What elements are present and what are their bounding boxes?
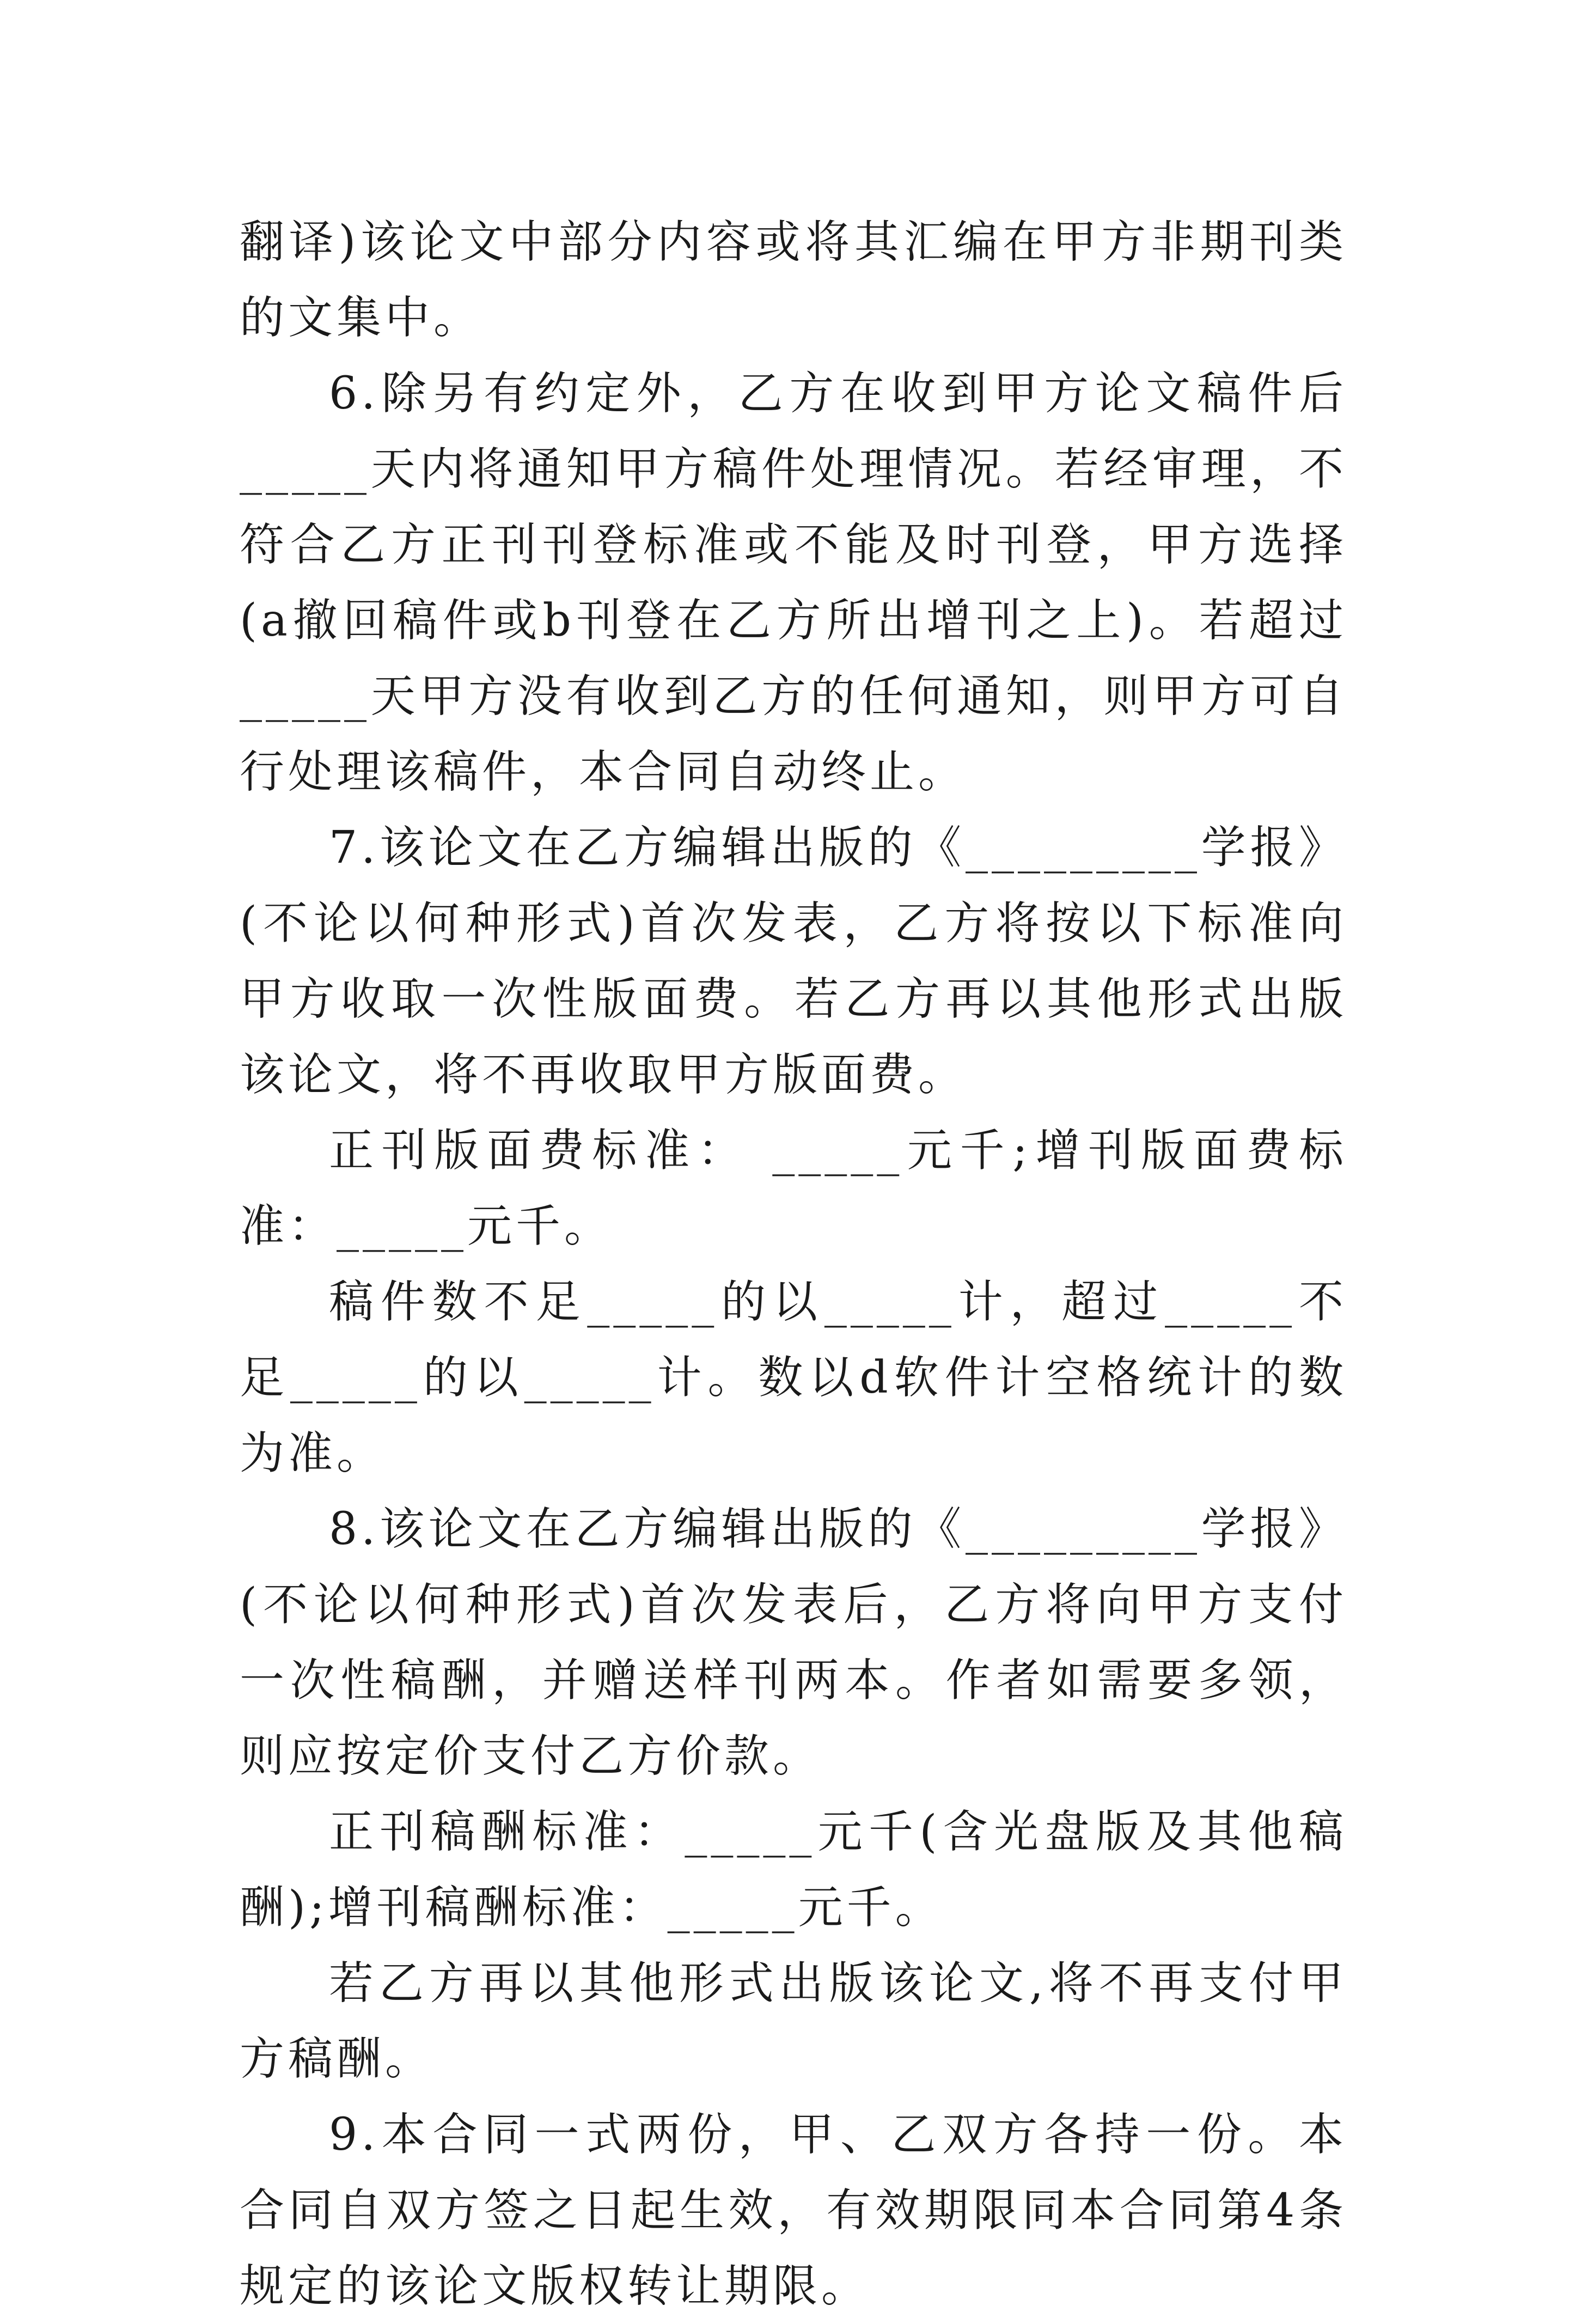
royalty-standard: 正刊稿酬标准：_____元千(含光盘版及其他稿酬);增刊稿酬标准：_____元千。 [240,1806,1347,1933]
paragraph-continuation: 翻译)该论文中部分内容或将其汇编在甲方非期刊类的文集中。 [240,216,1347,344]
clause-8: 8.该论文在乙方编辑出版的《_________学报》(不论以何种形式)首次发表后，乙方将向甲方支付一次性稿酬，并赠送样刊两本。作者如需要多领，则应按定价支付乙方价款。 [240,1503,1347,1782]
clause-7: 7.该论文在乙方编辑出版的《_________学报》(不论以何种形式)首次发表，乙方将按以下标准向甲方收取一次性版面费。若乙方再以其他形式出版该论文，将不再收取甲方版面费。 [240,822,1347,1101]
clause-9: 9.本合同一式两份，甲、乙双方各持一份。本合同自双方签之日起生效，有效期限同本合同第4条规定的该论文版权转让期限。 [240,2109,1347,2312]
page-fee-standard: 正刊版面费标准： _____元千;增刊版面费标准：_____元千。 [240,1125,1347,1252]
no-further-royalty: 若乙方再以其他形式出版该论文,将不再支付甲方稿酬。 [240,1957,1347,2085]
word-count-rule: 稿件数不足_____的以_____计，超过_____不足_____的以_____计。数以d软件计空格统计的数为准。 [240,1276,1347,1479]
contract-body [240,204,1347,2324]
clause-6: 6.除另有约定外，乙方在收到甲方论文稿件后_____天内将通知甲方稿件处理情况。若经审理，不符合乙方正刊刊登标准或不能及时刊登，甲方选择(a撤回稿件或b刊登在乙方所出增刊之上)。若超过_____天甲方没有收到乙方的任何通知，则甲方可自行处理该稿件，本合同自动终止。 [240,368,1347,798]
